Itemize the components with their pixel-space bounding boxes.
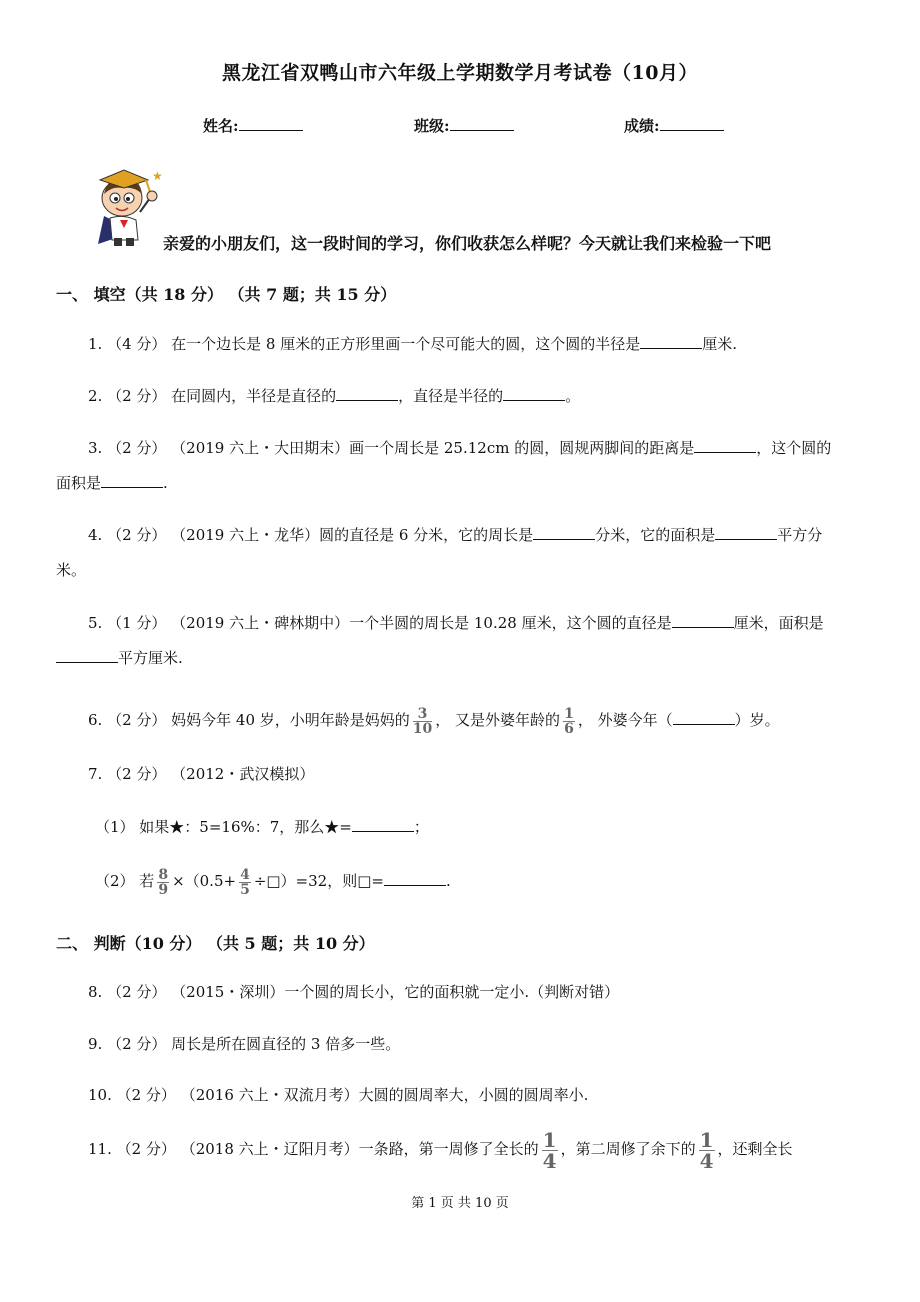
q4-text-3: 平方分 bbox=[777, 526, 823, 544]
score-blank bbox=[660, 115, 724, 131]
answer-blank bbox=[336, 385, 398, 401]
q7-p1-text: （1） 如果★：5=16%：7，那么★= bbox=[95, 818, 352, 836]
question-11 bbox=[88, 1127, 793, 1171]
question-8: 8. （2 分） （2015・深圳）一个圆的周长小，它的面积就一定小.（判断对错） bbox=[88, 983, 620, 1001]
q3-text: 3. （2 分） （2019 六上・大田期末）画一个周长是 25.12cm 的圆，圆规两脚间的距离是 bbox=[88, 439, 695, 457]
q5-text-2: 厘米，面积是 bbox=[733, 614, 824, 632]
question-7-part-2 bbox=[95, 863, 451, 899]
answer-blank bbox=[56, 647, 118, 663]
page-title: 黑龙江省双鸭山市六年级上学期数学月考试卷（10月） bbox=[222, 62, 698, 84]
q4-text-2: 分米，它的面积是 bbox=[595, 526, 716, 544]
question-10: 10. （2 分） （2016 六上・双流月考）大圆的圆周率大，小圆的圆周率小. bbox=[88, 1086, 589, 1104]
answer-blank bbox=[533, 524, 595, 540]
fraction-3-10: $\frac{3}{10}$ bbox=[412, 705, 433, 737]
answer-blank bbox=[694, 437, 756, 453]
q4-end: 米。 bbox=[56, 561, 87, 579]
question-4-line-2 bbox=[56, 560, 86, 580]
professor-cartoon-icon bbox=[90, 168, 166, 248]
class-field bbox=[414, 115, 514, 136]
answer-blank bbox=[640, 333, 702, 349]
fraction-8-9: $\frac{8}{9}$ bbox=[158, 866, 169, 898]
q2-text: 2. （2 分） 在同圆内，半径是直径的 bbox=[88, 387, 337, 405]
question-6 bbox=[88, 703, 780, 737]
q11-text: 11. （2 分） （2018 六上・辽阳月考）一条路，第一周修了全长的 bbox=[88, 1140, 539, 1158]
fraction-4-5: $\frac{4}{5}$ bbox=[240, 866, 250, 898]
page-footer: 第 1 页 共 10 页 bbox=[411, 1196, 509, 1211]
question-1 bbox=[88, 333, 737, 354]
q6-text-3: ， 外婆今年（ bbox=[577, 711, 673, 729]
q1-text: 1. （4 分） 在一个边长是 8 厘米的正方形里画一个尽可能大的圆，这个圆的半径是 bbox=[88, 335, 641, 353]
q3-end: . bbox=[163, 474, 168, 492]
q6-text: 6. （2 分） 妈妈今年 40 岁，小明年龄是妈妈的 bbox=[88, 711, 410, 729]
question-9: 9. （2 分） 周长是所在圆直径的 3 倍多一些。 bbox=[88, 1035, 401, 1053]
q6-text-2: ， 又是外婆年龄的 bbox=[435, 711, 561, 729]
answer-blank bbox=[672, 612, 734, 628]
answer-blank bbox=[503, 385, 565, 401]
answer-blank bbox=[384, 870, 446, 886]
q7-p2-text-2: ×（0.5+ bbox=[172, 872, 237, 890]
answer-blank bbox=[673, 709, 735, 725]
score-field bbox=[624, 115, 724, 136]
fraction-1-4: $\frac{1}{4}$ bbox=[542, 1127, 557, 1173]
q7-p1-end: ； bbox=[413, 818, 429, 836]
section-2-heading: 二、 判断（10 分） （共 5 题；共 10 分） bbox=[56, 934, 375, 953]
question-3 bbox=[88, 437, 831, 458]
q2-end: 。 bbox=[565, 387, 581, 405]
fraction-1-6: $\frac{1}{6}$ bbox=[564, 705, 574, 737]
name-label: 姓名: bbox=[203, 117, 239, 135]
q7-p2-end: . bbox=[445, 872, 451, 890]
answer-blank bbox=[101, 472, 163, 488]
q3-text-2: ，这个圆的 bbox=[756, 439, 832, 457]
q6-end: ）岁。 bbox=[734, 711, 780, 729]
q4-text: 4. （2 分） （2019 六上・龙华）圆的直径是 6 分米，它的周长是 bbox=[88, 526, 534, 544]
q2-text-2: ，直径是半径的 bbox=[398, 387, 504, 405]
question-5-line-2 bbox=[56, 647, 183, 668]
q3-text-3: 面积是 bbox=[56, 474, 102, 492]
section-1-heading: 一、 填空（共 18 分） （共 7 题；共 15 分） bbox=[56, 285, 397, 304]
answer-blank bbox=[715, 524, 777, 540]
q1-unit: 厘米. bbox=[702, 335, 738, 353]
question-7: 7. （2 分） （2012・武汉模拟） bbox=[88, 765, 315, 783]
q11-text-2: ，第二周修了余下的 bbox=[560, 1140, 696, 1158]
question-2 bbox=[88, 385, 580, 406]
question-4 bbox=[88, 524, 822, 545]
answer-blank bbox=[352, 816, 414, 832]
q5-text: 5. （1 分） （2019 六上・碑林期中）一个半圆的周长是 10.28 厘米，这个圆的直径是 bbox=[88, 614, 672, 632]
q5-end: 平方厘米. bbox=[118, 649, 183, 667]
class-label: 班级: bbox=[414, 117, 450, 135]
question-3-line-2 bbox=[56, 472, 168, 493]
intro-text: 亲爱的小朋友们，这一段时间的学习，你们收获怎么样呢？今天就让我们来检验一下吧 bbox=[163, 234, 772, 253]
q7-p2-text: （2） 若 bbox=[95, 872, 155, 890]
question-5 bbox=[88, 612, 824, 633]
name-field bbox=[203, 115, 303, 136]
svg-text:★: ★ bbox=[152, 169, 163, 183]
q7-p2-text-3: ÷□）=32，则□= bbox=[253, 872, 384, 890]
name-blank bbox=[239, 115, 303, 131]
q11-text-3: ，还剩全长 bbox=[717, 1140, 793, 1158]
class-blank bbox=[450, 115, 514, 131]
score-label: 成绩: bbox=[624, 117, 660, 135]
question-7-part-1 bbox=[95, 816, 429, 837]
fraction-1-4: $\frac{1}{4}$ bbox=[699, 1127, 714, 1173]
